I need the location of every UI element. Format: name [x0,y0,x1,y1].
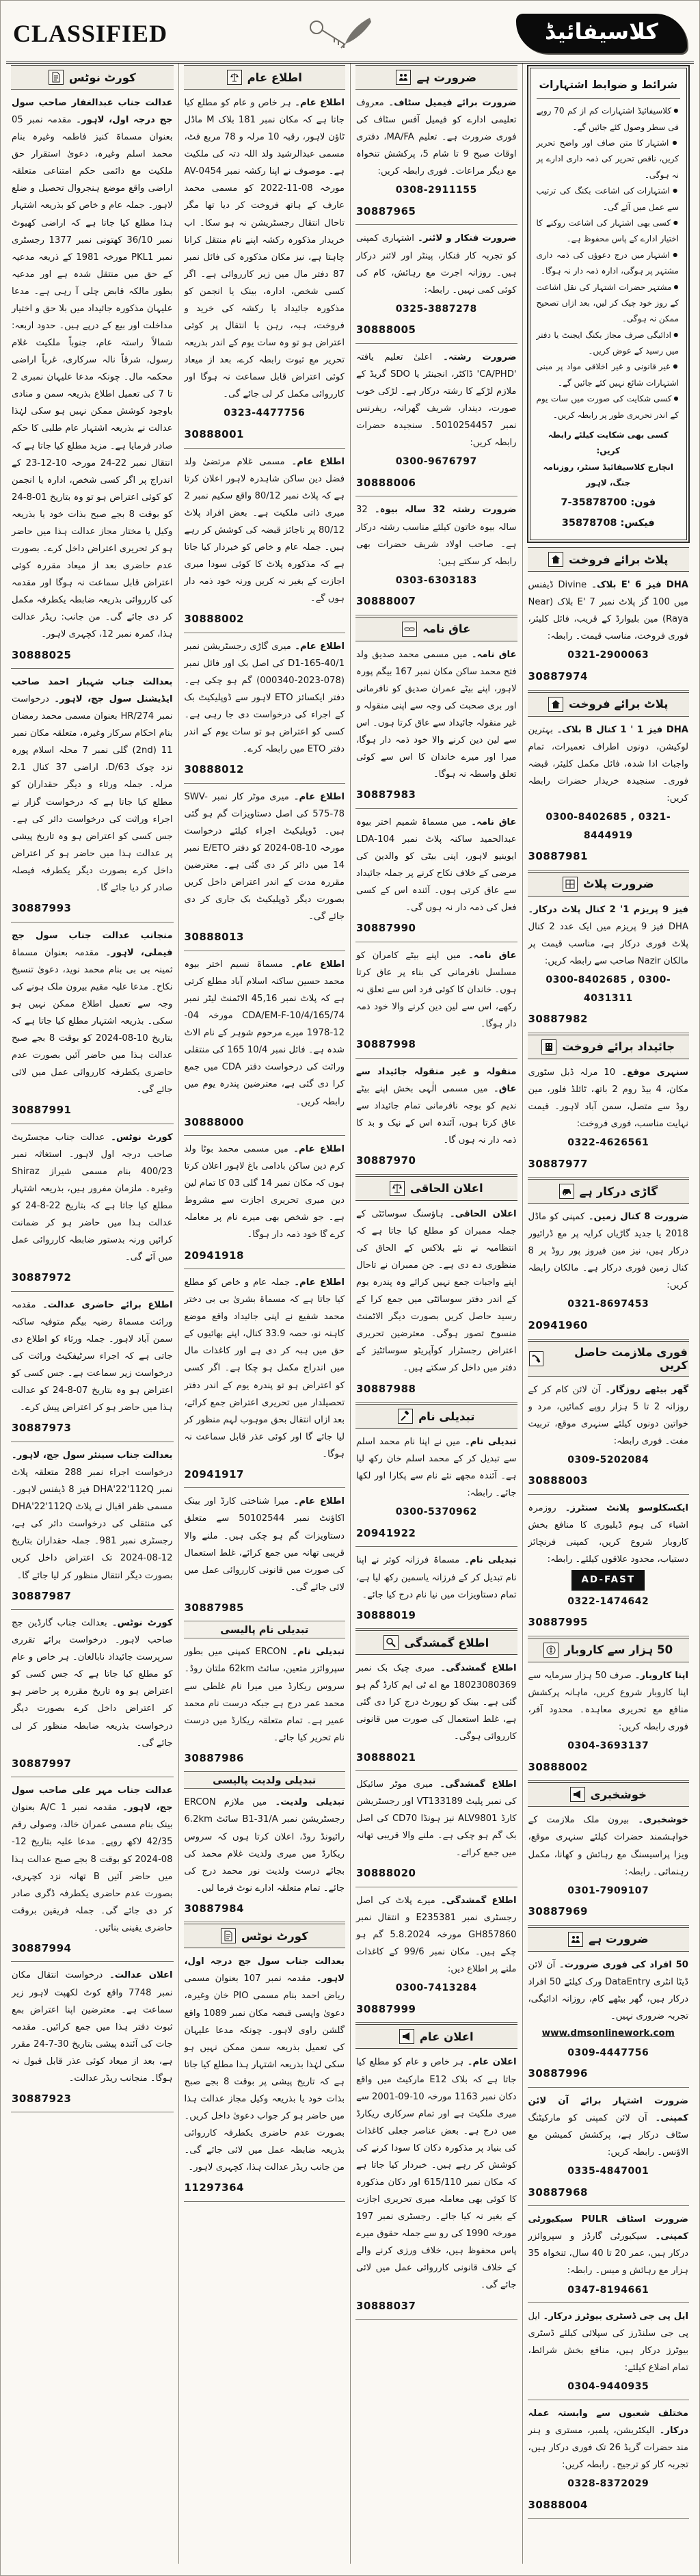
section-header-needed [355,65,517,90]
ad-text: اطلاع عام۔ میری گاڑی رجسٹریشن نمبر D1-165-40/1 کی اصل بک اور فائل نمبر (078-2023-000340) گم ہو چکی ہے۔ دفتر ایکسائز ETO لاہور سے ڈوپلیکیٹ بک کے اجراء کی درخواست دی جا رہی ہے۔ کسی کو اعتراض ہو تو سات یوم کے اندر دفتر ETO میں رابطہ کرے۔ [184,641,345,755]
phone-icon [529,1351,543,1366]
ad-phone-number: 0321-8697453 [567,1299,649,1310]
chain-icon [402,622,417,637]
column-court-notices [6,64,178,2564]
classified-ad [528,1495,690,1636]
ad-lead: اطلاع برائے حاضری عدالت۔ [36,1299,173,1310]
terms-contact-name: انچارج کلاسیفائیڈ سنٹر، روزنامہ جنگ، لاہور [543,462,673,488]
ad-text: خوشخبری۔ بیرون ملک ملازمت کے خواہشمند حضرات کیلئے سنہری موقع، ویزا پراسیسنگ مع رہائش و کھانا، مکمل رہنمائی۔ رابطہ: [528,1815,688,1877]
classified-ad [355,496,517,615]
classified-ad [184,1136,346,1269]
ad-text: بعدالت جناب شہباز احمد صاحب ایڈیشنل سول جج، لاہور۔ درخواست نمبر 274/HR بعنوان مسمی محمد رمضان بنام احکام سرکار وغیرہ، متعلقہ مکان نمبر 11 (2nd) گلی نمبر 7 محلہ اسلام پورہ نزد چوک 63/D، اراضی 37 کنال 2،1 مرلہ۔ جملہ ورثاء و دیگر حقداران کو مطلع کیا جاتا ہے کہ درخواست گزار نے اجراء وراثت کی درخواست دائر کی ہے۔ جس کسی کو اعتراض ہو وہ تاریخ پیشی پر عدالت ہذا میں حاضر ہو کر اعتراض داخل کرے بصورت دیگر یکطرفہ فیصلہ صادر کر دیا جائے گا۔ [12,677,173,893]
money-icon [543,1643,558,1658]
house-icon [548,552,563,567]
classified-ad [528,2206,690,2303]
classified-ad [355,1547,517,1629]
classified-ad [355,1887,517,2023]
section-title: خوشخبری [590,1788,647,1801]
section-title: کورٹ نوٹس [241,1929,308,1943]
ad-text: مختلف شعبوں سے وابستہ عملہ درکار۔ الیکٹریشن، پلمبر، مستری و ہنر مند حضرات گریڈ 26 تک فوری درکار ہیں، تجربہ کار کو ترجیح۔ رابطہ کریں: [528,2408,688,2471]
ad-booking-number: 30887999 [356,2002,416,2015]
ad-text: کورٹ نوٹس۔ بعدالت جناب گارڈین جج صاحب لاہور۔ درخواست برائے تقرری سرپرست جائیداد نابالغان۔ ہر خاص و عام کو مطلع کیا جاتا ہے کہ جس کسی کو اعتراض ہو وہ تاریخ مقررہ پر حاضر ہو کر اعتراض داخل کرے بصورت دیگر درخواست بذریعہ ضابطہ منظور کر لی جائے گی۔ [12,1618,173,1749]
ad-lead: ضرورت برائے فیمیل سٹاف۔ [383,98,517,108]
ad-phone-number: 0300-5370962 [395,1506,477,1518]
ad-booking-number: 30887988 [356,1382,416,1395]
ad-text: اطلاع عام۔ میری موٹر کار نمبر SWV-575-78 کی اصل دستاویزات گم ہو گئی ہیں۔ ڈوپلیکیٹ اجراء کیلئے درخواست مورخہ 10-08-2024 کو دفتر E/ETO نمبر 14 میں دائر کر دی گئی ہے۔ معترضین مقررہ مدت کے اندر اعتراض داخل کریں بصورت دیگر ڈوپلیکیٹ بک جاری کر دی جائے گی۔ [184,791,345,922]
terms-fax-number: فیکس: 35878708 [561,517,655,529]
ad-lead: ضرورت فنکار و لائنر۔ [414,233,517,244]
ad-lead: عاق نامہ۔ [461,950,517,961]
classified-ad [355,225,517,343]
section-title: 50 ہزار سے کاروبار [564,1643,673,1657]
classified-ad [528,1662,690,1781]
ad-text: سنہری موقع۔ 10 مرلہ ڈبل سٹوری مکان، 4 بیڈ روم 2 باتھ، ٹائلڈ فلور، مین روڈ سے متصل، سمن آباد لاہور۔ قیمت نہایت مناسب، فوری فروخت: [528,1067,688,1129]
ad-booking-number: 30888004 [528,2498,588,2511]
ad-lead: بعدالت جناب سینئر سول جج، لاہور۔ [12,1450,173,1461]
ad-lead: DHA فیز 1 ' 1 کنال B بلاک۔ [552,724,688,735]
section-header-court-notice-2 [184,1924,346,1948]
ad-lead: ایکسکلوسو پلانٹ سنٹرز۔ [556,1502,688,1513]
ad-phone-number: 0304-9440935 [567,2381,649,2393]
terms-item: ● کسی شکایت کی صورت میں سات یوم کے اندر تحریری طور پر رابطہ کریں۔ [537,391,681,423]
classified-ad [11,1124,174,1292]
ad-booking-number: 30888003 [528,1474,588,1487]
section-title: ضرورت ہے [588,1933,649,1946]
ad-lead: بعدالت جناب سول جج درجہ اول، لاہور۔ [184,1956,345,1984]
quill-and-key-ornament-icon [304,14,379,53]
plot-icon [563,877,578,892]
ad-booking-number: 30888002 [528,1760,588,1773]
section-header-court-notice [11,65,174,90]
ad-phone-number: 0308-2911155 [395,185,477,196]
ad-phone-number: 0304-3693137 [567,1740,649,1752]
section-header-merger-notice [355,1176,517,1201]
ad-booking-number: 30888002 [184,613,244,626]
ad-lead: ضرورت رشتہ۔ [432,351,517,362]
ad-phone-number: 0347-8194661 [567,2284,649,2296]
ad-booking-number: 30887984 [184,1902,244,1915]
column-public-notice [178,64,351,2564]
section-title: پلاٹ برائے فروخت [569,698,669,711]
ad-lead: اعلان عام۔ [463,2057,517,2068]
classified-ad [184,449,346,633]
ad-text: منجانب عدالت جناب سول جج فیملی، لاہور۔ مقدمہ بعنوان مسماۃ ثمینہ بی بی بنام محمد نوید، دعویٰ تنسیخ نکاح۔ مدعا علیہ مقیم بیرون ملک ہونے کی وجہ سے تعمیل اطلاع ممکن نہیں ہو سکی۔ بذریعہ اشتہار مطلع کیا جاتا ہے کہ بتاریخ 10-08-2024 کو بوقت 8 بجے صبح عدالت ہذا میں حاضر آئیں بصورت عدم حاضری یکطرفہ کارروائی عمل میں لائی جائے گی۔ [12,930,173,1096]
classified-ad [355,1771,517,1887]
ad-booking-number: 30888020 [356,1867,416,1880]
ad-phone-number: 0309-4447756 [567,2047,649,2058]
classified-ad [184,633,346,784]
ad-lead: اعلان الحاقی۔ [443,1208,517,1219]
doc-icon [49,70,64,85]
ad-phone-number: 0300-9676797 [395,456,477,468]
section-title: ضرورت ہے [416,70,477,84]
classified-ad [184,1638,346,1772]
column-situations-vacant [350,64,522,2564]
ad-phone-number: 0321-2900063 [567,650,649,661]
classified-ad [184,1269,346,1488]
ad-booking-number: 30887972 [12,1271,72,1284]
ad-booking-number: 30887977 [528,1157,588,1170]
section-title: کورٹ نوٹس [68,70,136,84]
ad-phone-number: 0335-4847001 [567,2166,649,2177]
terms-item: ● مشتہر حضرات اشتہار کی نقل اشاعت کے روز خود چیک کر لیں، بعد ازاں تصحیح ممکن نہ ہوگی۔ [537,280,681,328]
ad-booking-number: 20941918 [184,1249,244,1262]
ad-text: عاق نامہ۔ میں مسمی محمد صدیق ولد فتح محمد ساکن مکان نمبر 167 بیگم پورہ لاہور، اپنے بیٹے عمران صدیق کو نافرمانی اور بری صحبت کی وجہ سے اپنی منقولہ و غیر منقولہ جائیداد سے عاق کرتا ہوں۔ اس سے لین دین کرنے والا خود ذمہ دار ہوگا، میرا اور میرے خاندان کا اس سے کوئی تعلق واسطہ نہ ہوگا۔ [356,649,517,780]
ad-text: کورٹ نوٹس۔ عدالت جناب مجسٹریٹ صاحب درجہ اول لاہور۔ استغاثہ نمبر 400/23 بنام مسمی شیراز Shiraz وغیرہ۔ ملزمان مفرور ہیں، بذریعہ اشتہار مطلع کیا جاتا ہے کہ بتاریخ 22-8-24 کو عدالت ہذا میں حاضر ہو کر ضمانت کرائیں ورنہ بدستور ضابطہ کارروائی عمل میں آئے گی۔ [12,1132,173,1263]
people-icon [568,1932,583,1947]
section-title: اعلان عام [419,2030,474,2043]
ad-lead: خوشخبری۔ [629,1815,688,1826]
ad-phone-number: 0322-4626561 [567,1137,649,1148]
ad-lead: اطلاع عام۔ [288,1144,345,1155]
ad-text: گھر بیٹھے روزگار۔ آن لائن کام کر کے روزانہ 2 تا 5 ہزار روپے کمائیں، مرد و خواتین دونوں کیلئے سنہری موقع، تربیت مفت۔ فوری رابطہ: [528,1384,688,1446]
ad-booking-number: 30887983 [356,788,416,801]
ad-text: ضرورت اسٹاف PULR سیکیورٹی کمپنی۔ سیکیورٹی گارڈز و سپروائزر درکار ہیں، عمر 20 تا 40 سال، تنخواہ 35 ہزار مع رہائش و میس۔ رابطہ: [528,2214,689,2276]
section-subheader: تبدیلی ولدیت پالیسی [184,1772,346,1789]
ad-text: عدالت جناب عبدالغفار صاحب سول جج درجہ اول، لاہور۔ مقدمہ نمبر 05 بعنوان مسماۃ کنیز فاطمہ وغیرہ بنام محمد اسلم وغیرہ، دعویٰ استقرار حق ملکیت مع دائمی حکم امتناعی متعلقہ اراضی واقع موضع ہنجروال تحصیل و ضلع لاہور۔ جملہ عام و خاص کو بذریعہ اشتہار ہذا مطلع کیا جاتا ہے کہ اراضی کھیوٹ نمبر 36/10 کھتونی نمبر 1377 رجسٹری نمبر PKL1 مورخہ 1981 کے ذریعہ مدعیہ کے حق میں منتقل شدہ ہے اور مدعیہ بطور مالکہ قابض چلی آ رہی ہے۔ مدعا علیہان مذکورہ جائیداد میں بلا حق و اختیار مداخلت اور بیع کے درپے ہیں۔ حدود اربعہ: شمالاً راستہ عام، جنوباً ملکیت غلام رسول، شرقاً نالہ سرکاری، غرباً اراضی محکمہ مال۔ چونکہ مدعا علیہان نمبری 2 تا 7 کی تعمیل اطلاع بذریعہ سمن و منادی باوجود کوشش ممکن نہیں ہو سکی لہٰذا عدالت نے بذریعہ اشتہار عام طلبی کا حکم صادر فرمایا ہے۔ مزید مطلع کیا جاتا ہے کہ انتقال نمبر 22-24 مورخہ 10-12-23 کے اندراج پر اگر کسی شخص، ادارہ یا انجمن کو کوئی اعتراض ہو تو وہ بتاریخ 01-8-24 کو بوقت 8 بجے صبح بذات خود یا بذریعہ وکیل یا مختار مجاز عدالت ہذا میں حاضر ہو کر تحریری اعتراض داخل کرے۔ بصورت عدم حاضری بعد از میعاد مقررہ کوئی اعتراض قابل سماعت نہ ہوگا اور مقدمہ کی کارروائی بذریعہ ضابطہ یکطرفہ مکمل کر دی جائے گی۔ من جانب: ریڈر عدالت ہذا، کمرہ نمبر 12، کچہری لاہور۔ [12,98,173,640]
doc-icon [221,1928,236,1943]
section-header-business-50k [528,1638,690,1662]
ad-booking-number: 30888037 [356,2299,416,2312]
section-header-public-notice [184,65,346,90]
ad-booking-number: 20941922 [356,1526,416,1539]
terms-item: ● ادائیگی صرف مجاز بکنگ ایجنٹ یا دفتر میں رسید کے عوض کریں۔ [537,328,681,360]
section-title: اطلاع عام [247,70,302,84]
ad-phone-number: 0300-8402685 , 0300-4031311 [546,974,671,1004]
page-title: CLASSIFIED [13,19,168,47]
ad-lead: عاق نامہ۔ [467,649,517,660]
ad-lead: تبدیلی نام۔ [459,1555,517,1566]
section-header-property-for-sale [528,1035,690,1059]
ad-phone-number: 0325-3887278 [395,303,477,315]
ad-lead: اطلاع عام۔ [291,98,345,108]
ad-booking-number: 30887987 [12,1589,72,1602]
ad-text: اطلاع گمشدگی۔ میرے پلاٹ کی اصل رجسٹری نمبر E235381 و انتقال نمبر GH857860 مورخہ 5.8.2024 گم ہو چکے ہیں۔ مکان نمبر 99/6 کے کاغذات ملنے پر اطلاع دیں: [356,1895,517,1975]
ad-booking-number: 11297364 [184,2181,244,2194]
classified-ad [355,641,517,809]
brand-logo-wrap [528,1570,689,1591]
classified-ad [11,1442,174,1610]
ad-booking-number: 30888019 [356,1608,416,1621]
classified-ad [184,951,346,1136]
columns [6,64,694,2564]
ad-phone-number: 0328-8372029 [567,2478,649,2490]
classified-ad [11,669,174,922]
ad-text: DHA فیز 1 ' 1 کنال B بلاک۔ بہترین لوکیشن، دونوں اطراف تعمیرات، تمام واجبات ادا شدہ، فائل مکمل کلیئر، قبضہ فوری۔ سنجیدہ خریدار حضرات رابطہ کریں: [528,724,688,804]
ad-text: اطلاع گمشدگی۔ میری چیک بک نمبر 18023080369 مع اے ٹی ایم کارڈ گم ہو گئی ہے۔ بینک کو رپورٹ درج کرا دی گئی ہے، غلط استعمال کی صورت میں قانونی کارروائی ہوگی۔ [356,1663,517,1742]
classified-ad [355,1201,517,1403]
classified-ad [184,90,346,449]
ad-lead: 50 افراد کی فوری ضرورت۔ [555,1959,688,1970]
ad-text: ضرورت اشتہار برائے آن لائن کمپنی۔ آن لائن کمپنی کو مارکیٹنگ سٹاف درکار ہے، پرکشش کمیشن مع الاؤنس۔ رابطہ کریں: [528,2095,688,2158]
terms-contact-intro: کسی بھی شکایت کیلئے رابطہ کریں: [548,430,669,456]
terms-phone-number: فون: 35878700-7 [561,496,656,508]
classified-ad [528,897,690,1033]
ad-lead: تبدیلی ولدیت۔ [267,1797,345,1808]
classified-ad [184,1488,346,1621]
ad-lead: اطلاع گمشدگی۔ [433,1779,517,1790]
classified-ad [355,90,517,225]
ad-text: اعلان عدالت۔ درخواست انتقال مکان نمبر 7748 واقع کوٹ لکھپت لاہور زیر سماعت ہے۔ معترضین اپنا اعتراض بمع ثبوت دفتر ہذا میں جمع کرائیں۔ مقدمہ جات کی آئندہ پیشی بتاریخ 30-7-24 مقرر ہے، بعد از میعاد کوئی عذر قابل قبول نہ ہوگا۔ منجانب ریڈر عدالت۔ [12,1970,173,2084]
terms-and-conditions-box [530,68,688,540]
classified-ad [528,2400,690,2519]
megaphone-icon [570,1787,585,1802]
classified-ad [11,1610,174,1777]
ad-text: ضرورت رشتہ۔ اعلیٰ تعلیم یافتہ 'CA/PHD' ڈاکٹر، انجینئر یا SDO گریڈ کے ملازم لڑکے کا رشتہ درکار ہے۔ لڑکی خوب صورت، دیندار، شریف گھرانہ، ریفرنس نمبر 5010254457۔ سنجیدہ حضرات رابطہ کریں: [356,351,517,449]
scales-icon [227,70,242,85]
ad-phone-number: 0301-7909107 [567,1885,649,1896]
classified-ad [184,1948,346,2202]
people-icon [396,70,411,85]
ad-text: ضرورت 8 کنال زمین۔ کمپنی کو ماڈل 2018 یا جدید گاڑیاں کرایہ پر مع ڈرائیور درکار ہیں، نیز مین فیروز پور روڈ پر 8 کنال زمین فوری درکار ہے۔ مالکان رابطہ کریں: [528,1212,688,1291]
car-icon [559,1184,574,1199]
section-title: تبدیلی نام [418,1409,475,1423]
section-title: فوری ملازمت حاصل کریں [574,1345,688,1372]
ad-booking-number: 30888005 [356,323,416,336]
ad-lead: DHA فیز 6 'E بلاک۔ [587,580,688,591]
ad-lead: تبدیلی نام۔ [286,1647,345,1658]
ad-text: فیز 9 پریزم 1' 2 کنال پلاٹ درکار۔ DHA فیز 9 پریزم میں ایک عدد 2 کنال پلاٹ فوری درکار ہے، مناسب قیمت پر مالکان Nazir صاحب سے رابطہ کریں: [528,904,688,966]
megaphone-icon [399,2029,414,2044]
ad-booking-number: 30887998 [356,1038,416,1051]
classified-ad [528,1952,690,2088]
classified-ad [528,1807,690,1925]
ad-lead: اطلاع عام۔ [284,456,345,467]
classified-ad [11,1962,174,2112]
ad-text: منقولہ و غیر منقولہ جائیداد سے عاق۔ میں مسمی الٰہی بخش اپنے بیٹے ندیم کو بوجہ نافرمانی تمام جائیداد سے عاق کرتا ہوں، آئندہ اس کے نیک و بد کا ذمہ دار نہ ہوں گا۔ [356,1066,517,1146]
terms-item: ● غیر قانونی و غیر اخلاقی مواد پر مبنی اشتہارات شائع نہیں کئے جائیں گے۔ [537,359,681,391]
ad-lead: اطلاع عام۔ [288,791,345,802]
section-title: اعلان الحاقی [409,1182,483,1195]
section-header-good-news [528,1782,690,1807]
section-title: عاق نامہ [422,622,471,636]
ad-booking-number: 30887969 [528,1905,588,1918]
classified-ad [355,1655,517,1771]
ad-text: عدالت جناب مہر علی صاحب سول جج، لاہور۔ مقدمہ نمبر A/C 1 بعنوان بینک بنام مسمی عمران خالد، وصولی رقم 42/35 لاکھ روپے۔ مدعا علیہ بتاریخ 12-08-2024 کو بوقت 8 بجے صبح عدالت ہذا میں حاضر آئیں B تھانہ نزد کچہری، بصورت عدم حاضری یکطرفہ ڈگری صادر کر دی جائے گی۔ جملہ فریقین بروقت حاضری یقینی بنائیں۔ [12,1785,173,1933]
ad-text: اطلاع عام۔ میں مسمی محمد بوٹا ولد کرم دین ساکن بادامی باغ لاہور اعلان کرتا ہوں کہ مکان نمبر 14 گلی 03 کا تمام لین دین میری تحریری اجازت سے مشروط ہے۔ جو شخص بھی میرے نام پر معاملہ کرے گا خود ذمہ دار ہوگا۔ [184,1144,345,1240]
building-icon [541,1039,556,1054]
ad-booking-number: 30888021 [356,1751,416,1764]
ad-booking-number: 30887965 [356,204,416,217]
ad-lead: اطلاع عام۔ [288,1496,345,1507]
ad-lead: ضرورت 8 کنال زمین۔ [584,1212,688,1223]
ad-booking-number: 30887982 [528,1013,588,1026]
ad-text: تبدیلی نام۔ ERCON کمپنی میں بطور سپروائزر متعین، سائٹ 62km ملتان روڈ۔ سروس ریکارڈ میں میرا نام غلطی سے محمد عمر درج ہے جبکہ درست نام محمد عمیر ہے۔ تمام متعلقہ ریکارڈ میں درست نام تحریر کیا جائے۔ [184,1647,345,1743]
ad-lead: بعدالت جناب شہباز احمد صاحب ایڈیشنل سول جج، لاہور۔ [12,677,173,705]
classified-ad [184,784,346,951]
ad-text: عاق نامہ۔ میں اپنے بیٹے کامران کو مسلسل نافرمانی کی بناء پر عاق کرتا ہوں۔ خاندان کا کوئی فرد اس سے تعلق نہ رکھے، اس سے لین دین کرنے والا خود ذمہ دار ہوگا۔ [356,950,517,1030]
section-subheader: تبدیلی نام پالیسی [184,1621,346,1638]
classified-ad [355,1059,517,1175]
ad-booking-number: 30888007 [356,595,416,608]
terms-item: ● اشتہار میں درج دعوؤں کی ذمہ داری مشتہر پر ہوگی، ادارہ ذمہ دار نہ ہوگا۔ [537,248,681,280]
ad-text: بعدالت جناب سینئر سول جج، لاہور۔ درخواست اجراء نمبر 288 متعلقہ پلاٹ نمبر DHA'22'112Q فیز 8 ڈیفنس لاہور۔ مسمی ظفر اقبال نے پلاٹ DHA'22'112Q کی منتقلی کی درخواست دائر کی ہے، رجسٹری نمبر 981۔ جملہ حقداران بتاریخ 12-08-2024 تک اعتراض داخل کریں بصورت دیگر انتقال منظور کر لیا جائے گا۔ [12,1450,173,1581]
classified-ad [11,90,174,669]
ad-booking-number: 30888006 [356,476,416,489]
ad-lead: عاق نامہ۔ [466,816,517,827]
classified-ad [528,717,690,871]
ad-booking-number: 30887986 [184,1751,244,1764]
section-header-loss-notice [355,1630,517,1655]
ad-phone-number: 0309-5202084 [567,1454,649,1465]
ad-text: بعدالت جناب سول جج درجہ اول، لاہور۔ مقدمہ نمبر 107 بعنوان مسمی ریاض احمد بنام مسمی PIO خان وغیرہ، دعویٰ واپسی قبضہ مکان نمبر 1089 واقع گلشن راوی لاہور۔ چونکہ مدعا علیہان کی تعمیل بذریعہ سمن ممکن نہیں ہو سکی لہٰذا بذریعہ اشتہار ہذا مطلع کیا جاتا ہے کہ تاریخ پیشی پر بوقت 8 بجے صبح بذات خود یا بذریعہ وکیل مجاز عدالت ہذا میں حاضر ہو کر جواب دعویٰ داخل کریں۔ بصورت عدم حاضری یکطرفہ کارروائی بذریعہ ضابطہ عمل میں لائی جائے گی۔ من جانب ریڈر عدالت ہذا، کچہری لاہور۔ [184,1956,345,2173]
classified-ad [355,344,517,497]
ad-lead: اطلاع عام۔ [289,1277,345,1288]
page-header [6,5,694,64]
classified-ad [11,1292,174,1442]
section-header-needed-2 [528,1927,690,1952]
section-title: جائیداد برائے فروخت [562,1040,675,1054]
ad-booking-number: 30887970 [356,1154,416,1167]
ad-booking-number: 30887994 [12,1941,72,1954]
ad-text: تبدیلی ولدیت۔ میں ملازم ERCON رجسٹریشن نمبر B1-31/A سائٹ 6.2km رائیونڈ روڈ، اعلان کرتا ہوں کہ سروس ریکارڈ میں میری ولدیت غلام محمد کی بجائے درست ولدیت نور محمد درج کی جائے۔ تمام متعلقہ ادارے نوٹ فرما لیں۔ [184,1797,345,1894]
ad-lead: مختلف شعبوں سے وابستہ عملہ درکار۔ [528,2408,688,2436]
classified-ad [355,809,517,942]
ad-text: DHA فیز 6 'E بلاک۔ Divine ڈیفنس میں 100 گز پلاٹ نمبر 7 'E بلاک (Near Raya) مین بلیوارڈ کے قریب، فائل کلیئر، فوری فروخت، مناسب قیمت۔ رابطہ: [528,580,688,642]
terms-item: ● کلاسیفائیڈ اشتہارات کم از کم 70 روپے فی سطر وصول کئے جائیں گے۔ [537,103,681,135]
ad-website: www.dmsonlinework.com [541,2028,675,2039]
section-header-car-wanted [528,1179,690,1204]
ad-text: اطلاع عام۔ میرا شناختی کارڈ اور بینک اکاؤنٹ نمبر 50102544 سے متعلق دستاویزات گم ہو چکی ہیں۔ ملنے والا قریبی تھانہ میں جمع کرائے، غلط استعمال کی صورت میں قانونی کارروائی عمل میں لائی جائے گی۔ [184,1496,345,1593]
ad-booking-number: 30887981 [528,850,588,863]
ad-lead: اپنا کاروبار۔ [631,1670,688,1681]
ad-lead: منجانب عدالت جناب سول جج فیملی، لاہور۔ [12,930,173,958]
ad-phone-number: 0322-1474642 [567,1595,649,1607]
terms-item: ● اشتہارات کی اشاعت بکنگ کی ترتیب سے عمل میں آئے گی۔ [537,183,681,215]
ad-lead: کورٹ نوٹس۔ [105,1132,173,1143]
ad-text: اعلان الحاقی۔ ہاؤسنگ سوسائٹی کے جملہ ممبران کو مطلع کیا جاتا ہے کہ انتظامیہ نے نئے بلاکس کے الحاق کی منظوری دے دی ہے۔ جن ممبران نے تاحال اپنے واجبات جمع نہیں کرائے وہ پندرہ یوم کے اندر دفتر سوسائٹی میں جمع کرا کے رسید حاصل کریں بصورت دیگر الاٹمنٹ منسوخ تصور ہوگی۔ معترضین تحریری اعتراض رجسٹرار کوآپریٹو سوسائٹیز کے دفتر میں داخل کر سکتے ہیں۔ [356,1208,517,1374]
page-title-urdu: کلاسیفائیڈ [516,14,687,53]
section-header-plot-wanted [528,872,690,897]
ad-text: 50 افراد کی فوری ضرورت۔ آن لائن ڈیٹا انٹری DataEntry ورک کیلئے 50 افراد درکار ہیں، گھر بیٹھے کام، روزانہ ادائیگی، تجربہ ضروری نہیں۔ [528,1959,689,2021]
ad-lead: ایل پی جی ڈسٹری بیوٹرز درکار۔ [539,2311,688,2322]
ad-lead: فیز 9 پریزم 1' 2 کنال پلاٹ درکار۔ [528,904,688,915]
section-header-disownment [355,617,517,641]
ad-booking-number: 20941917 [184,1468,244,1480]
terms-item: ● کسی بھی اشتہار کی اشاعت روکنے کا اختیار ادارے کے پاس محفوظ ہے۔ [537,215,681,248]
ad-text: اطلاع عام۔ مسماۃ نسیم اختر بیوہ محمد حسین ساکنہ اسلام آباد مطلع کرتی ہے کہ پلاٹ نمبر 45,16 الاٹمنٹ لیٹر نمبر CDA/EM-F-10/4/165/74 مورخہ 04-12-1978 میرے مرحوم شوہر کے نام الاٹ شدہ ہے۔ فائل نمبر 10/4 165 کی منتقلی وراثت کی درخواست دفتر CDA میں جمع کرا دی گئی ہے، معترضین پندرہ یوم میں رابطہ کریں۔ [184,959,345,1107]
ad-booking-number: 30888025 [12,648,72,661]
ad-booking-number: 30887968 [528,2186,588,2199]
ad-phone-number: 0323-4477756 [224,408,306,419]
section-header-urgent-jobs [528,1341,690,1377]
section-header-plot-for-sale-2 [528,692,690,717]
ad-booking-number: 30887995 [528,1616,588,1629]
ad-lead: اعلان عدالت۔ [103,1970,173,1981]
ad-lead: ضرورت رشتہ 32 سالہ بیوہ۔ [367,505,517,516]
classified-ad [11,922,174,1124]
ad-text: ضرورت رشتہ 32 سالہ بیوہ۔ 32 سالہ بیوہ خاتون کیلئے مناسب رشتہ درکار ہے۔ صاحب اولاد شریف حضرات بھی رابطہ کر سکتے ہیں: [356,505,517,567]
ad-lead: منقولہ و غیر منقولہ جائیداد سے عاق۔ [356,1066,517,1094]
ad-text: اپنا کاروبار۔ صرف 50 ہزار سرمایہ سے اپنا کاروبار شروع کریں، ماہانہ پرکشش منافع مع تحریری معاہدہ۔ محدود آفر، فوری رابطہ کریں: [528,1670,688,1733]
ad-booking-number: 30887991 [12,1104,72,1117]
ad-lead: کورٹ نوٹس۔ [107,1618,173,1629]
ad-text: ایل پی جی ڈسٹری بیوٹرز درکار۔ ایل پی جی سلنڈرز کی سپلائی کیلئے ڈسٹری بیوٹرز درکار ہیں، منافع بخش شرائط، تمام اضلاع کیلئے: [528,2311,688,2374]
ad-lead: اطلاع عام۔ [291,641,345,652]
ad-text: تبدیلی نام۔ میں نے اپنا نام محمد اسلم سے تبدیل کر کے محمد اسلم خان رکھ لیا ہے۔ آئندہ مجھے نئے نام سے پکارا اور لکھا جائے۔ رابطہ: [356,1437,517,1499]
ad-lead: عدالت جناب مہر علی صاحب سول جج، لاہور۔ [12,1785,173,1814]
classified-ad [528,2303,690,2400]
ad-booking-number: 30887985 [184,1601,244,1614]
gavel-icon [398,1409,413,1424]
ad-booking-number: 30887990 [356,922,416,935]
ad-phone-number: 0300-7413284 [395,1982,477,1994]
ad-text: ضرورت برائے فیمیل سٹاف۔ معروف تعلیمی ادارے کو فیمیل آفس سٹاف کی فوری ضرورت ہے۔ تعلیم MA/FA، دفتری اوقات صبح 9 تا شام 5، پرکشش تنخواہ مع دیگر مراعات۔ فوری رابطہ کریں: [356,98,517,177]
section-title: گاڑی درکار ہے [579,1184,658,1198]
ad-phone-number: 0303-6303183 [395,574,477,586]
ad-text: ایکسکلوسو پلانٹ سنٹرز۔ روزمرہ اشیاء کی ہوم ڈیلیوری کا منافع بخش کاروبار شروع کریں، کمپنی فرنچائز دستیاب، محدود علاقوں کیلئے۔ رابطہ: [528,1502,688,1565]
ad-text: اطلاع عام۔ ہر خاص و عام کو مطلع کیا جاتا ہے کہ مکان نمبر 181 بلاک M ماڈل ٹاؤن لاہور، رقبہ 10 مرلہ و 78 مربع فٹ، مسمی عبدالرشید ولد اللہ دتہ کی ملکیت ہے۔ موصوف نے اپنا رکشہ نمبر AV-0454 مورخہ 08-11-2022 کو مسمی محمد عارف کے ہاتھ فروخت کر دیا تھا مگر تاحال انتقال رجسٹریشن نہ ہو سکا۔ اب خریدار مذکورہ رکشہ اپنے نام منتقل کرانا چاہتا ہے، نیز مکان مذکورہ کی فائل نمبر 87 دفتر مال میں زیر کارروائی ہے۔ اگر کسی شخص، ادارہ، بینک یا انجمن کو مذکورہ جائیداد یا رکشہ کی خرید و فروخت، ہبہ، رہن یا انتقال پر کوئی اعتراض ہو تو وہ سات یوم کے اندر بذریعہ تحریر مع ثبوت رابطہ کرے، بعد از میعاد کوئی اعتراض قابل سماعت نہ ہوگا اور کارروائی مکمل کر لی جائے گی۔ [184,98,345,400]
ad-lead: اطلاع عام۔ [283,959,345,970]
ad-lead: ضرورت اشتہار برائے آن لائن کمپنی۔ [528,2095,688,2123]
ad-text: تبدیلی نام۔ مسماۃ فرزانہ کوثر نے اپنا نام تبدیل کر کے فرزانہ یاسمین رکھ لیا ہے، تمام دستاویزات میں نیا نام درج کیا جائے۔ [356,1555,517,1600]
ad-text: عاق نامہ۔ میں مسماۃ شمیم اختر بیوہ عبدالحمید ساکنہ پلاٹ نمبر 104-LDA ایوینیو لاہور، اپنی بیٹی کو والدین کی مرضی کے خلاف نکاح کرنے پر جملہ جائیداد سے عاق کرتی ہوں۔ آئندہ اس کے کسی فعل کی ذمہ دار نہ ہوں گی۔ [356,816,517,914]
classified-ad [528,1377,690,1495]
classified-ad [355,1429,517,1547]
ad-lead: گھر بیٹھے روزگار۔ [600,1384,688,1395]
ad-lead: اطلاع گمشدگی۔ [435,1895,517,1906]
ad-text: اطلاع عام۔ مسمی غلام مرتضیٰ ولد فضل دین ساکن شاہدرہ لاہور اعلان کرتا ہے کہ پلاٹ نمبر 80/12 واقع سکیم نمبر 2 میری ذاتی ملکیت ہے۔ بعض افراد پلاٹ 80/12 پر ناجائز قبضہ کی کوشش کر رہے ہیں۔ جملہ عام و خاص کو خبردار کیا جاتا ہے کہ مذکورہ پلاٹ کا کوئی سودا میری اجازت کے بغیر نہ کریں ورنہ خود ذمہ دار ہوں گے۔ [184,456,345,605]
ad-text: ضرورت فنکار و لائنر۔ اشتہاری کمپنی کو تجربہ کار فنکار، پینٹر اور لائنر درکار ہیں۔ روزانہ اجرت مع رہائش، کام کی کوئی کمی نہیں۔ رابطہ: [356,233,517,295]
ad-text: اطلاع برائے حاضری عدالت۔ مقدمہ وراثت مسماۃ رضیہ بیگم متوفیہ ساکنہ سمن آباد لاہور۔ جملہ ورثاء کو اطلاع دی جاتی ہے کہ اجراء سرٹیفکیٹ وراثت کی درخواست زیر سماعت ہے۔ جس کسی کو اعتراض ہو وہ بتاریخ 07-8-24 کو عدالت ہذا میں حاضر ہو کر اعتراض پیش کرے۔ [12,1299,173,1413]
house-icon [548,697,563,712]
section-title: پلاٹ برائے فروخت [569,553,669,566]
ad-text: اطلاع گمشدگی۔ میری موٹر سائیکل کی نمبر پلیٹ VT133189 اور رجسٹریشن کارڈ ALV9801 نیز ہونڈا CD70 کی اصل بک گم ہو چکی ہے۔ ملنے والا قریبی تھانہ میں جمع کرائے۔ [356,1779,517,1859]
ad-lead: اطلاع گمشدگی۔ [435,1663,517,1674]
ad-text: اطلاع عام۔ جملہ عام و خاص کو مطلع کیا جاتا ہے کہ مسماۃ بشریٰ بی بی دختر محمد شفیع نے اپنی جائیداد واقع موضع کاہنہ نو، حصہ 33.9 کنال، اپنے بھائیوں کے حق میں ہبہ کر دی ہے اور کاغذات مال میں اندراج مکمل ہو چکا ہے۔ اگر کسی کو اعتراض ہو تو پندرہ یوم کے اندر دفتر تحصیلدار میں تحریری اعتراض جمع کرائے، بعد ازاں انتقال بحق موہوب لہم منظور کر لیا جائے گا اور کوئی عذر قابل سماعت نہ ہوگا۔ [184,1277,345,1459]
ad-booking-number: 30888012 [184,763,244,776]
column-property-and-misc [522,64,695,2564]
classified-ad [355,2049,517,2320]
ad-booking-number: 30888000 [184,1115,244,1128]
ad-lead: سنہری موقع۔ [615,1067,688,1078]
ad-booking-number: 20941960 [528,1319,588,1331]
search-icon [383,1635,399,1650]
classified-ad [528,1059,690,1178]
section-title: ضرورت پلاٹ [582,877,654,891]
ad-lead: ضرورت اسٹاف PULR سیکیورٹی کمپنی۔ [528,2214,689,2242]
classified-ad [528,1204,690,1339]
ad-booking-number: 30888013 [184,931,244,944]
terms-title: شرائط و ضوابط اشتہارات [537,75,681,99]
ad-booking-number: 30887993 [12,902,72,915]
terms-item: ● اشتہار کا متن صاف اور واضح تحریر کریں، ناقص تحریر کی ذمہ داری ادارے پر نہ ہوگی۔ [537,135,681,183]
section-title: اطلاع گمشدگی [404,1636,489,1649]
ad-lead: تبدیلی نام۔ [460,1437,517,1448]
ad-booking-number: 30887923 [12,2092,72,2105]
brand-logo: AD-FAST [571,1570,645,1591]
ad-booking-number: 30887974 [528,670,588,683]
ad-phone-number: 0300-8402685 , 0321-8444919 [546,811,671,841]
ad-booking-number: 30887973 [12,1422,72,1435]
classified-ad [184,1789,346,1922]
section-header-plot-for-sale-1 [528,547,690,572]
ad-lead: عدالت جناب عبدالغفار صاحب سول جج درجہ اول، لاہور۔ [12,98,173,126]
terms-list [537,103,681,423]
section-header-name-change [355,1404,517,1429]
ad-booking-number: 30888001 [184,428,244,440]
ad-booking-number: 30887996 [528,2067,588,2080]
section-header-general-announcement [355,2024,517,2049]
ad-text: اعلان عام۔ ہر خاص و عام کو مطلع کیا جاتا ہے کہ بلاک E12 مارکیٹ میں واقع دکان نمبر 1163 مورخہ 10-09-2001 سے میری ملکیت ہے اور تمام سرکاری ریکارڈ میں درج ہے۔ بعض عناصر جعلی کاغذات کی بنیاد پر مذکورہ دکان کا سودا کرنے کی کوشش کر رہے ہیں۔ خبردار کیا جاتا ہے کہ مکان نمبر 615/110 اور دکان مذکورہ کا کوئی بھی معاملہ میری تحریری اجازت کے بغیر نہ کیا جائے۔ رجسٹری نمبر 197 مورخہ 1990 کی رو سے جملہ حقوق میرے پاس محفوظ ہیں، خلاف ورزی کرنے والے کے خلاف قانونی کارروائی عمل میں لائی جائے گی۔ [356,2057,517,2291]
classified-ad [528,572,690,690]
classified-ad [528,2088,690,2206]
ad-booking-number: 30887997 [12,1757,72,1770]
classified-ad [355,942,517,1059]
classified-ad [11,1777,174,1962]
scales2-icon [390,1181,405,1196]
